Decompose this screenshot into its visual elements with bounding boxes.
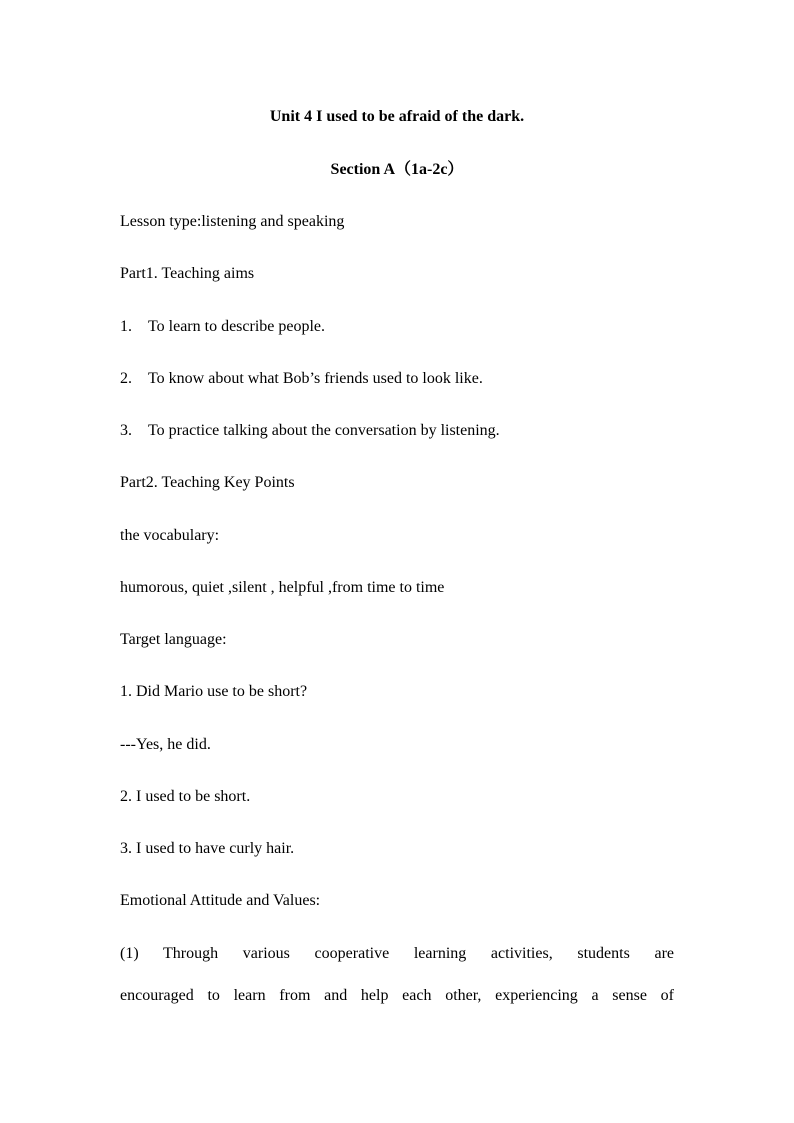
aim-text: To practice talking about the conversation by listening. — [148, 422, 500, 439]
emotional-paragraph-line-2: encouraged to learn from and help each other, experiencing a sense of — [120, 987, 674, 1004]
vocabulary-label: the vocabulary: — [120, 527, 220, 544]
aim-item-1 — [120, 317, 674, 337]
part1-heading: Part1. Teaching aims — [120, 265, 255, 282]
section-heading: Section A（1a-2c） — [330, 161, 464, 178]
aim-text: To know about what Bob’s friends used to look like. — [148, 370, 483, 387]
lesson-type: Lesson type:listening and speaking — [120, 213, 345, 230]
target-sentence-3: 3. I used to have curly hair. — [120, 840, 295, 857]
aim-item-2 — [120, 369, 674, 389]
emotional-heading: Emotional Attitude and Values: — [120, 892, 321, 909]
aim-number: 2. — [120, 370, 132, 387]
aim-text: To learn to describe people. — [148, 318, 326, 335]
emotional-paragraph-line-1: (1) Through various cooperative learning activities, students are — [120, 945, 674, 962]
target-sentence-2: 2. I used to be short. — [120, 788, 251, 805]
target-answer-1: ---Yes, he did. — [120, 736, 211, 753]
page-title: Unit 4 I used to be afraid of the dark. — [269, 108, 525, 125]
target-language-label: Target language: — [120, 631, 227, 648]
vocabulary-list: humorous, quiet ,silent , helpful ,from time to time — [120, 579, 445, 596]
target-sentence-1: 1. Did Mario use to be short? — [120, 683, 308, 700]
aim-number: 3. — [120, 422, 132, 439]
aim-item-3 — [120, 421, 674, 441]
aim-number: 1. — [120, 318, 132, 335]
part2-heading: Part2. Teaching Key Points — [120, 474, 295, 491]
